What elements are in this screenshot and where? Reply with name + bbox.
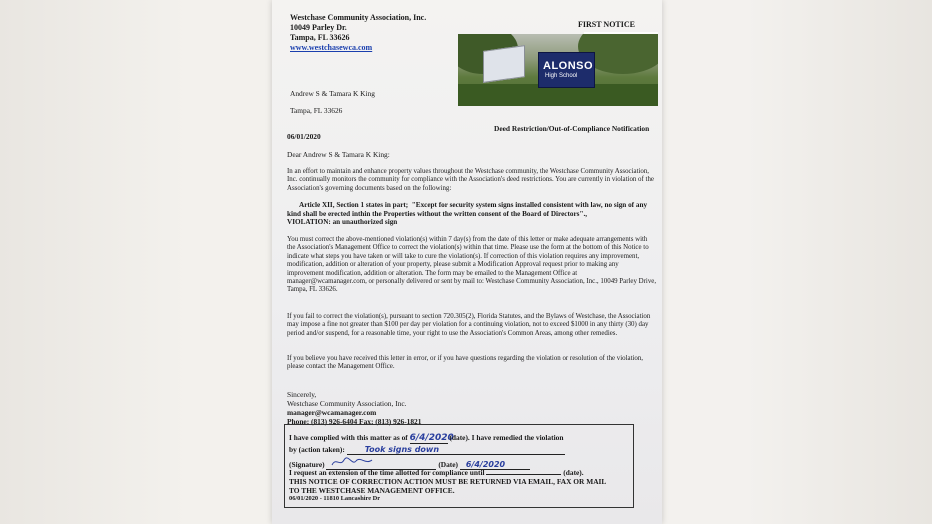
org-street: 10049 Parley Dr. [290, 23, 347, 32]
subject-line: Deed Restriction/Out-of-Compliance Notification [494, 124, 650, 133]
article-text: "Except for security system signs installed consistent with law, no sign of any kind shall be erected inthin the Properties without the written consent of the Board of Directors"., [287, 201, 648, 218]
closing-phone: Phone: (813) 926-6404 Fax: (813) 926-1821 [287, 417, 422, 426]
extension-date-field[interactable] [486, 467, 561, 475]
paragraph-fines: If you fail to correct the violation(s), pursuant to section 720.305(2), Florida Statutes, and the Bylaws of Westchase, the Association may impose a fine not greater than $100 per day per violation for a continuing violation, not to exceed $1000 in any thirty (30) day period and/or suspend, for a reasonable time, your right to use the Association's Common Areas, among other remedies. [287, 313, 651, 337]
action-taken-field[interactable]: Took signs down [347, 445, 565, 455]
letter-date: 06/01/2020 [287, 132, 321, 141]
salutation: Dear Andrew S & Tamara K King: [287, 150, 390, 159]
letter-page [272, 0, 662, 524]
form-return-instructions: THIS NOTICE OF CORRECTION ACTION MUST BE RETURNED VIA EMAIL, FAX OR MAIL [289, 477, 607, 486]
closing-org: Westchase Community Association, Inc. [287, 399, 407, 408]
form-footer: 06/01/2020 - 11810 Lancashire Dr [289, 495, 381, 502]
article-quote [287, 201, 655, 227]
org-name: Westchase Community Association, Inc. [290, 13, 427, 22]
form-line-action: by (action taken): Took signs down [289, 445, 565, 455]
paragraph-correction: You must correct the above-mentioned violation(s) within 7 day(s) from the date of this letter or make adequate arrangements with the Association's Management Office to correct the violation(s) within that time. Please use the form at the bottom of this Notice to indicate what steps you have taken or will take to cure the violation(s). If correction of this violation requires any improvement, modification, addition or alteration of your property, please submit a Modification Approval request prior to making any improvement modification, addition or alteration. The form may be emailed to the Management Office at manager@wcamanager.com, or personally delivered or sent by mail to: Westchase Community Association, Inc., 10049 Parley Drive, Tampa, FL 33626. [287, 236, 657, 294]
form-line-extension: I request an extension of the time allotted for compliance until (date). [289, 468, 584, 477]
signature-date-field[interactable]: 6/4/2020 [460, 460, 530, 470]
white-yard-sign [483, 45, 525, 83]
article-lead: Article XII, Section 1 states in part; [299, 201, 409, 209]
form-return-office: TO THE WESTCHASE MANAGEMENT OFFICE. [289, 486, 455, 495]
notice-label: FIRST NOTICE [578, 20, 635, 29]
yard-sign-photo [458, 34, 658, 106]
org-website-link[interactable]: www.westchasewca.com [290, 43, 373, 52]
closing-sincerely: Sincerely, [287, 390, 317, 399]
recipient-name: Andrew S & Tamara K King [290, 89, 375, 98]
recipient-city: Tampa, FL 33626 [290, 106, 343, 115]
form-line-complied: I have complied with this matter as of 6/4/2020 (date). I have remedied the violation [289, 433, 564, 443]
alonso-yard-sign: ALONSO High School [538, 52, 595, 88]
form-line-signature: (Signature) (Date) 6/4/2020 [289, 457, 530, 470]
signature-scribble-icon [326, 457, 386, 467]
paragraph-contact: If you believe you have received this letter in error, or if you have questions regarding the violation or resolution of the violation, please contact the Management Office. [287, 355, 644, 371]
complied-date-field[interactable]: 6/4/2020 [409, 433, 454, 443]
org-city: Tampa, FL 33626 [290, 33, 350, 42]
paragraph-intro: In an effort to maintain and enhance property values throughout the Westchase community, the Westchase Community Association, Inc. continually monitors the community for compliance with the Association's deed restrictions. You are currently in violation of the Association's governing documents based on the following: [287, 168, 654, 192]
compliance-form [284, 424, 634, 508]
closing-email: manager@wcamanager.com [287, 408, 377, 417]
violation-text: VIOLATION: an unauthorized sign [287, 218, 398, 227]
